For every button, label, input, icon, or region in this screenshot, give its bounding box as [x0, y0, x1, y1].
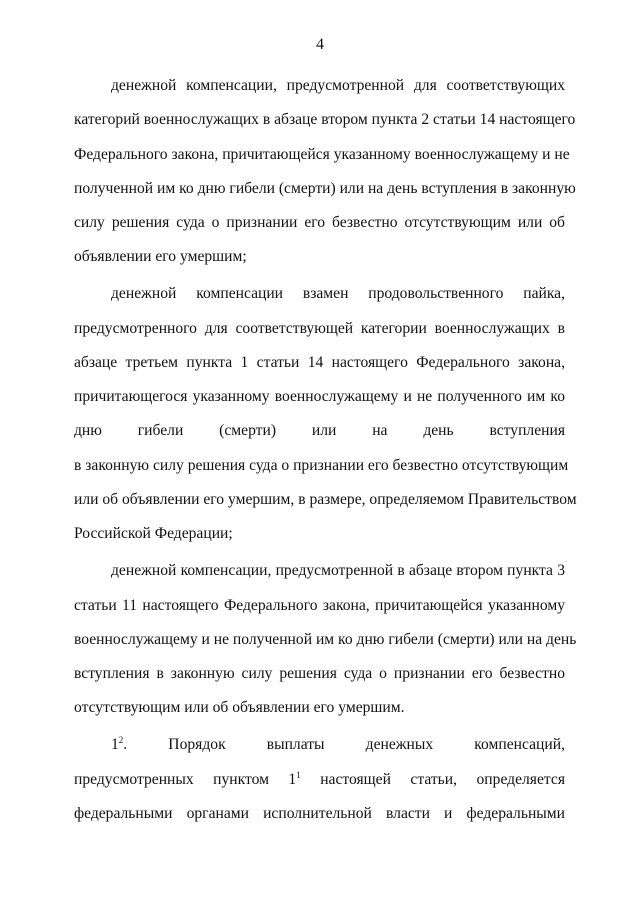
- line-text-prefix: 1: [111, 736, 119, 753]
- paragraph-1-line-1: денежной компенсации, предусмотренной для соответствующих: [111, 77, 565, 94]
- paragraph-4-line-2: [74, 770, 565, 791]
- superscript: 2: [118, 735, 124, 745]
- paragraph-3-line-4: вступления в законную силу решения суда о признании его безвестно: [74, 665, 565, 682]
- paragraph-3-line-3: военнослужащему и не полученной им ко дню гибели (смерти) или на день: [74, 631, 577, 648]
- paragraph-2-line-2: предусмотренного для соответствующей категории военнослужащих в: [74, 320, 565, 337]
- page-number: 4: [316, 36, 324, 53]
- paragraph-2-line-6: в законную силу решения суда о признании его безвестно отсутствующим: [74, 457, 569, 474]
- paragraph-2-line-3: абзаце третьем пункта 1 статьи 14 настоящего Федерального закона,: [74, 354, 565, 371]
- paragraph-2-line-4: причитающегося указанному военнослужащему и не полученного им ко: [74, 388, 565, 405]
- superscript: 1: [296, 770, 301, 780]
- paragraph-1-line-3: Федерального закона, причитающейся указанному военнослужащему и не: [74, 146, 570, 163]
- paragraph-2-line-5: дню гибели (смерти) или на день вступления: [74, 422, 565, 439]
- paragraph-1-line-2: категорий военнослужащих в абзаце втором пункта 2 статьи 14 настоящего: [74, 111, 576, 128]
- paragraph-4-line-1: [111, 735, 565, 756]
- paragraph-1-line-5: силу решения суда о признании его безвестно отсутствующим или об: [74, 214, 565, 231]
- paragraph-2-line-7: или об объявлении его умершим, в размере, определяемом Правительством: [74, 491, 577, 508]
- paragraph-3-line-1: денежной компенсации, предусмотренной в абзаце втором пункта 3: [111, 562, 565, 579]
- paragraph-2-line-1: денежной компенсации взамен продовольственного пайка,: [111, 285, 565, 302]
- line-text-prefix: предусмотренных пунктом 1: [74, 771, 297, 788]
- paragraph-1-line-6: объявлении его умершим;: [74, 248, 247, 265]
- paragraph-3-line-5: отсутствующим или об объявлении его умершим.: [74, 699, 405, 716]
- paragraph-3-line-2: статьи 11 настоящего Федерального закона, причитающейся указанному: [74, 597, 565, 614]
- line-text-suffix: . Порядок выплаты денежных компенсаций,: [123, 736, 565, 753]
- line-text-suffix: настоящей статьи, определяется: [300, 771, 565, 788]
- paragraph-2-line-8: Российской Федерации;: [74, 525, 233, 542]
- paragraph-1-line-4: полученной им ко дню гибели (смерти) или на день вступления в законную: [74, 180, 576, 197]
- paragraph-4-line-3: федеральными органами исполнительной власти и федеральными: [74, 805, 565, 822]
